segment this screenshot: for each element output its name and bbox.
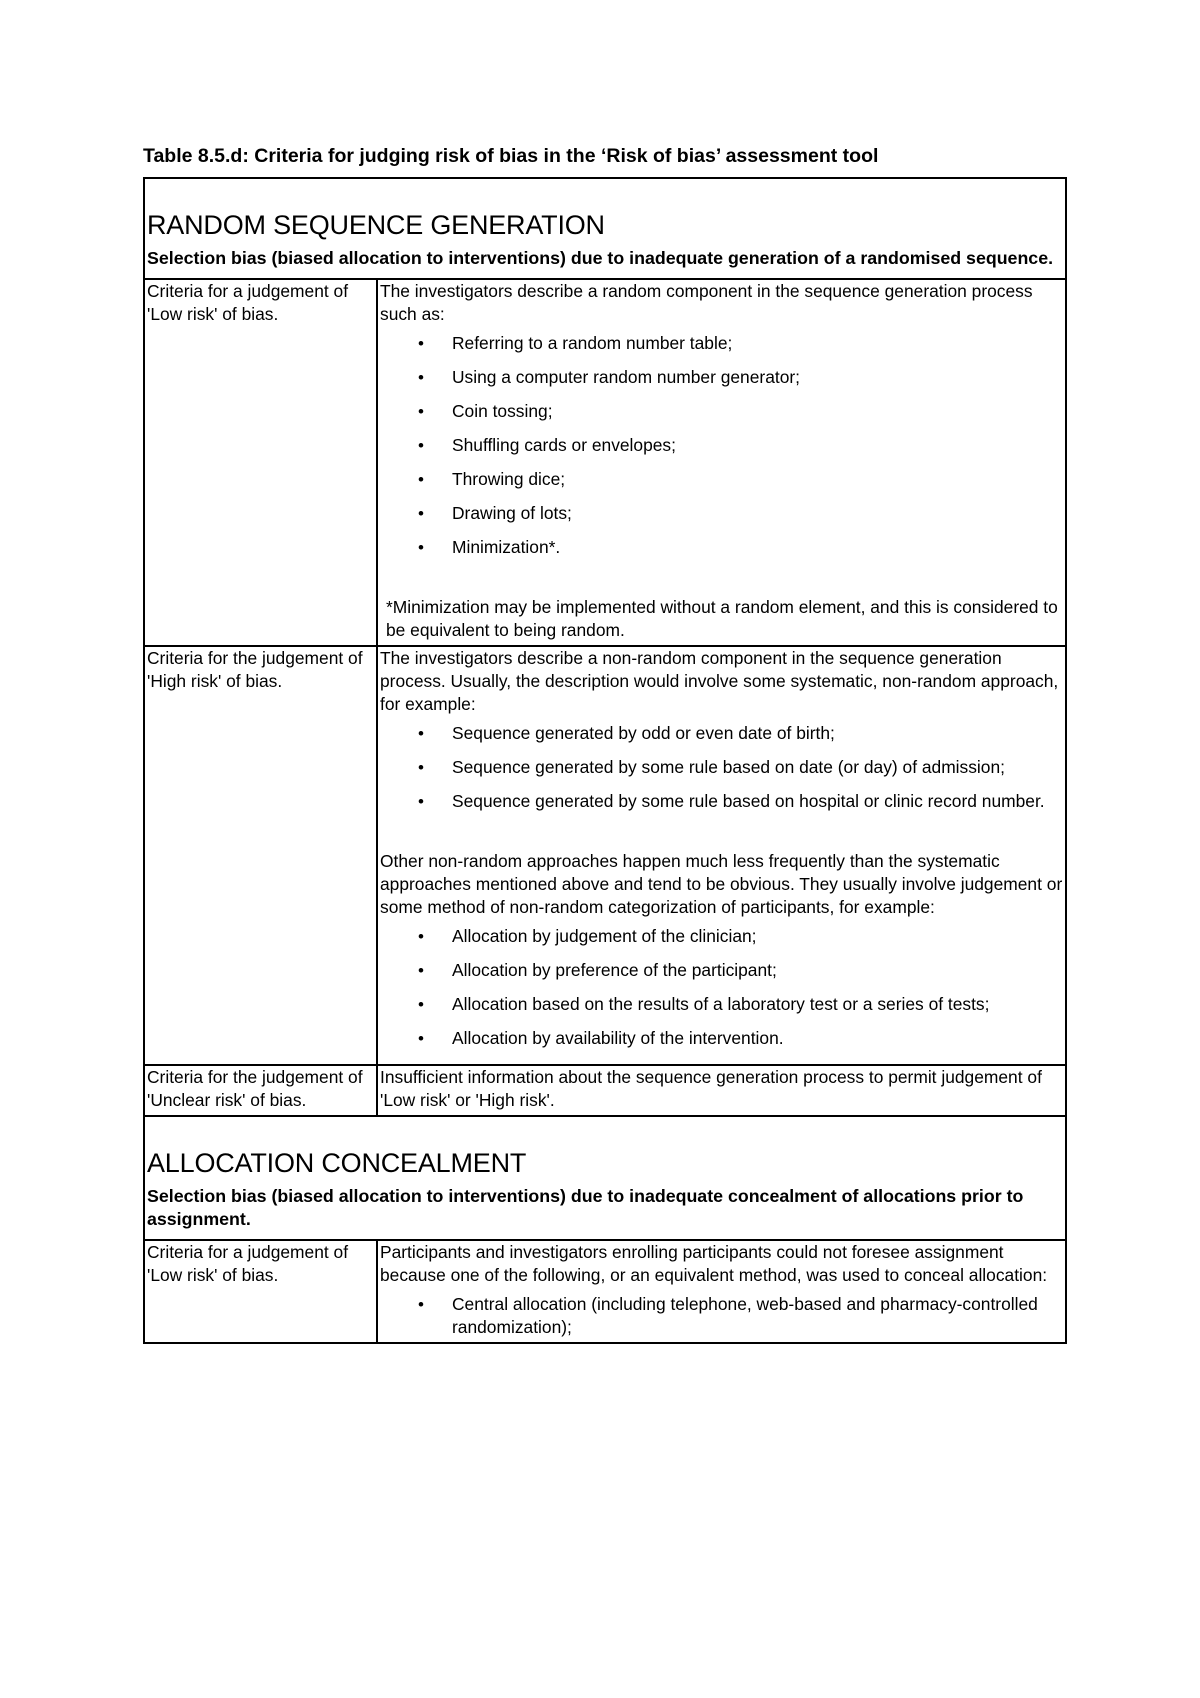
description-intro: The investigators describe a non-random component in the sequence generation process. Usually, the description would involve some systematic, non-random approach, for example:: [380, 648, 1059, 714]
description-cell: [377, 646, 1066, 1065]
list-item: • Sequence generated by some rule based on date (or day) of admission;: [380, 756, 1063, 779]
description-intro-2: Other non-random approaches happen much less frequently than the systematic approaches mentioned above and tend to be obvious. They usually involve judgement or some method of non-random categorization of participants, for example:: [380, 851, 1063, 917]
description-cell: [377, 279, 1066, 646]
risk-of-bias-table: [143, 177, 1067, 1344]
list-item: • Sequence generated by some rule based on hospital or clinic record number.: [380, 790, 1063, 813]
section-subtitle: Selection bias (biased allocation to interventions) due to inadequate concealment of allocations prior to assignment.: [147, 1186, 1024, 1229]
section-header-allocation-concealment: [144, 1116, 1066, 1240]
criteria-cell-unclear-risk: Criteria for the judgement of 'Unclear risk' of bias.: [144, 1065, 377, 1116]
list-item: • Drawing of lots;: [380, 502, 1063, 525]
section-title: RANDOM SEQUENCE GENERATION: [147, 210, 605, 240]
bullet-list: [380, 1293, 1063, 1339]
list-item: • Allocation based on the results of a laboratory test or a series of tests;: [380, 993, 1063, 1016]
section-header-row: [144, 1116, 1066, 1240]
section-header-random-sequence: [144, 178, 1066, 279]
list-item: • Central allocation (including telephone, web-based and pharmacy-controlled randomization);: [380, 1293, 1063, 1339]
description-cell: [377, 1240, 1066, 1343]
list-item: • Sequence generated by odd or even date of birth;: [380, 722, 1063, 745]
criteria-cell-high-risk: Criteria for the judgement of 'High risk' of bias.: [144, 646, 377, 1065]
description-intro: Participants and investigators enrolling participants could not foresee assignment because one of the following, or an equivalent method, was used to conceal allocation:: [380, 1242, 1048, 1285]
list-item: • Referring to a random number table;: [380, 332, 1063, 355]
section-title: ALLOCATION CONCEALMENT: [147, 1148, 527, 1178]
table-row: [144, 646, 1066, 1065]
table-row: [144, 279, 1066, 646]
list-item: • Allocation by preference of the participant;: [380, 959, 1063, 982]
list-item: • Allocation by judgement of the clinician;: [380, 925, 1063, 948]
criteria-cell-low-risk: Criteria for a judgement of 'Low risk' of bias.: [144, 279, 377, 646]
list-item: • Throwing dice;: [380, 468, 1063, 491]
list-item: • Using a computer random number generator;: [380, 366, 1063, 389]
section-subtitle: Selection bias (biased allocation to interventions) due to inadequate generation of a randomised sequence.: [147, 248, 1054, 268]
bullet-list: [380, 332, 1063, 559]
table-caption: Table 8.5.d: Criteria for judging risk of bias in the ‘Risk of bias’ assessment tool: [143, 145, 879, 167]
list-item: • Coin tossing;: [380, 400, 1063, 423]
bullet-list: [380, 925, 1063, 1050]
footnote: *Minimization may be implemented without a random element, and this is considered to be equivalent to being random.: [386, 597, 1058, 640]
description-cell: Insufficient information about the sequence generation process to permit judgement of 'Low risk' or 'High risk'.: [377, 1065, 1066, 1116]
section-header-row: [144, 178, 1066, 279]
list-item: • Minimization*.: [380, 536, 1063, 559]
table-row: [144, 1065, 1066, 1116]
description-intro: The investigators describe a random component in the sequence generation process such as:: [380, 281, 1033, 324]
list-item: • Allocation by availability of the intervention.: [380, 1027, 1063, 1050]
criteria-cell-low-risk: Criteria for a judgement of 'Low risk' of bias.: [144, 1240, 377, 1343]
bullet-list: [380, 722, 1063, 813]
list-item: • Shuffling cards or envelopes;: [380, 434, 1063, 457]
table-row: [144, 1240, 1066, 1343]
